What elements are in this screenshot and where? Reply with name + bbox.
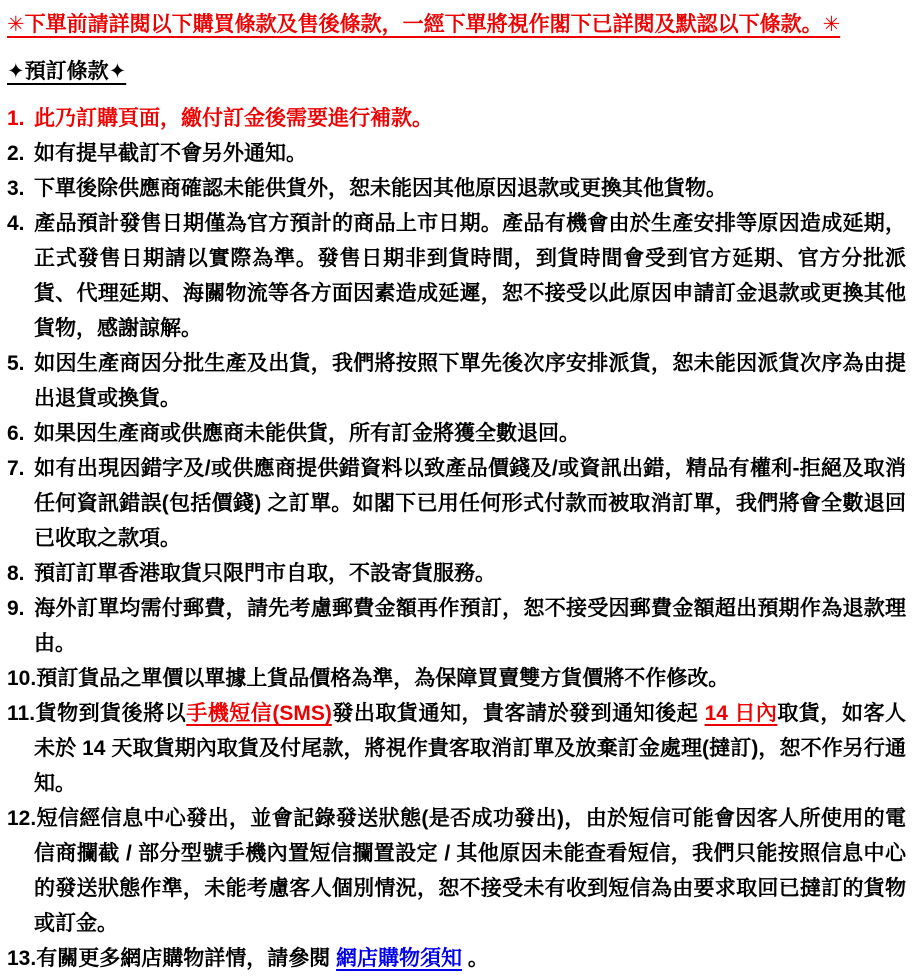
term-number: 11. [7,702,36,725]
term-text: 預訂訂單香港取貨只限門市自取，不設寄貨服務。 [34,562,496,585]
term-item-2 [7,136,906,171]
term-number: 8. [7,562,25,585]
term-number: 5. [7,352,25,375]
term-text: 海外訂單均需付郵費，請先考慮郵費金額再作預訂，恕不接受因郵費金額超出預期作為退款理由。 [34,597,906,655]
header-notice: ✳下單前請詳閱以下購買條款及售後條款，一經下單將視作閣下已詳閱及默認以下條款。✳ [7,13,841,36]
term-item-7 [7,451,906,556]
term-item-1 [7,101,906,136]
term-text: 如果因生產商或供應商未能供貨，所有訂金將獲全數退回。 [34,422,580,445]
term-number: 13. [7,947,37,970]
term-item-5 [7,346,906,416]
term-number: 6. [7,422,25,445]
term-item-11 [7,696,906,801]
term-item-6 [7,416,906,451]
section-title: ✦預訂條款✦ [7,60,127,83]
term-text: 短信經信息中心發出，並會記錄發送狀態(是否成功發出)，由於短信可能會因客人所使用的電信商攔截 / 部分型號手機內置短信攔置設定 / 其他原因未能查看短信，我們只能按照信息中心的發送狀態作準，未能考慮客人個別情況，恕不接受未有收到短信為由要求取回已撻訂的貨物或訂金。 [34,807,906,935]
term-number: 9. [7,597,25,620]
term-item-13 [7,941,906,976]
term-text: 。 [462,947,489,970]
term-item-4 [7,206,906,346]
term-item-12 [7,801,906,941]
term-text: 有關更多網店購物詳情，請參閱 [36,947,337,970]
term-text: 如有提早截訂不會另外通知。 [34,142,307,165]
term-number: 7. [7,457,25,480]
term-number: 3. [7,177,25,200]
term-item-8 [7,556,906,591]
term-number: 1. [7,107,25,130]
term-item-3 [7,171,906,206]
term-text: 取貨，如客人未於 14 天取貨期內取貨及付尾款，將視作貴客取消訂單及放棄訂金處理(撻訂)，恕不作另行通知。 [34,702,906,795]
term-text: 產品預計發售日期僅為官方預計的商品上市日期。產品有機會由於生產安排等原因造成延期，正式發售日期請以實際為準。發售日期非到貨時間，到貨時間會受到官方延期、官方分批派貨、代理延期、海關物流等各方面因素造成延遲，恕不接受以此原因申請訂金退款或更換其他貨物，感謝諒解。 [34,212,906,340]
terms-list [7,101,906,976]
term-item-10 [7,661,906,696]
term-item-9 [7,591,906,661]
term-number: 10. [7,667,37,690]
term-text: 如有出現因錯字及/或供應商提供錯資料以致產品價錢及/或資訊出錯，精品有權利-拒絕及取消任何資訊錯誤(包括價錢) 之訂單。如閣下已用任何形式付款而被取消訂單，我們將會全數退回已收取之款項。 [34,457,906,550]
term-text: 如因生產商因分批生產及出貨，我們將按照下單先後次序安排派貨，恕未能因派貨次序為由提出退貨或換貨。 [34,352,906,410]
term-text: 此乃訂購頁面，繳付訂金後需要進行補款。 [34,107,433,130]
term-text: 發出取貨通知，貴客請於發到通知後起 [331,702,705,725]
pickup-deadline-emphasis: 14 日內 [704,702,778,725]
sms-emphasis: 手機短信(SMS) [186,702,332,725]
term-text: 貨物到貨後將以 [35,702,187,725]
store-shopping-notice-link[interactable]: 網店購物須知 [336,947,463,970]
term-text: 下單後除供應商確認未能供貨外，恕未能因其他原因退款或更換其他貨物。 [34,177,727,200]
term-number: 12. [7,807,37,830]
term-number: 4. [7,212,25,235]
term-text: 預訂貨品之單價以單據上貨品價格為準，為保障買賣雙方貨價將不作修改。 [36,667,730,690]
term-number: 2. [7,142,25,165]
